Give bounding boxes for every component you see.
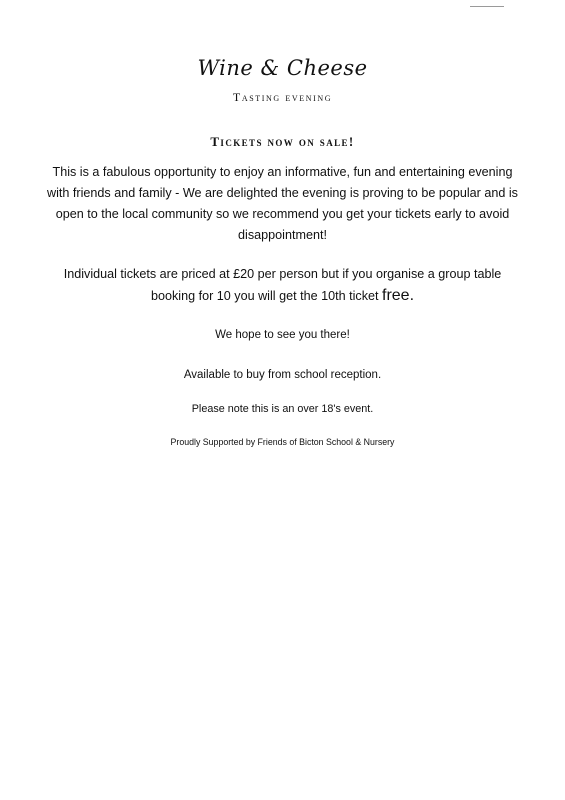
pricing-text: Individual tickets are priced at £20 per person but if you organise a group table booking for 10 you will get the 10th ticket [63, 267, 502, 303]
pricing-paragraph [55, 264, 510, 307]
intro-paragraph: This is a fabulous opportunity to enjoy an informative, fun and entertaining evening with friends and family - We are delighted the evening is proving to be popular and is open to the local community so we recommend you get your tickets early to avoid disappointment! [47, 165, 518, 242]
free-emphasis: free. [382, 287, 415, 304]
purchase-location: Available to buy from school reception. [183, 369, 382, 381]
age-notice: Please note this is an over 18's event. [191, 403, 374, 415]
scan-edge-mark [470, 6, 504, 7]
closing-line: We hope to see you there! [215, 329, 350, 341]
flyer-title: Wine & Cheese [197, 56, 368, 80]
sponsor-line: Proudly Supported by Friends of Bicton School & Nursery [170, 437, 395, 447]
flyer-subtitle: Tasting evening [232, 90, 333, 104]
ticket-headline: Tickets now on sale! [210, 134, 355, 149]
